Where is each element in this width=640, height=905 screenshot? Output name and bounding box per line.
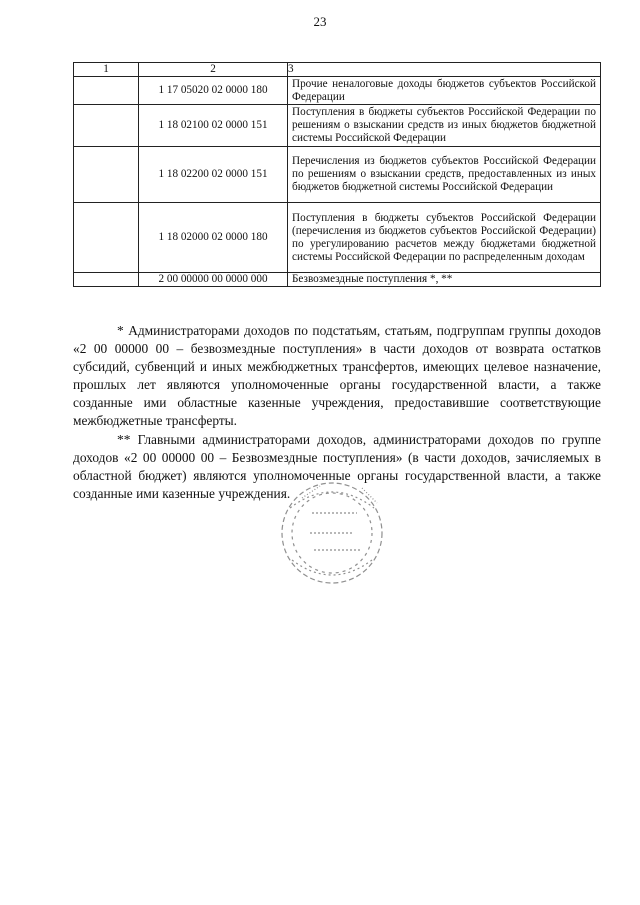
table-row — [74, 147, 601, 203]
revenue-code: 1 18 02000 02 0000 180 — [139, 203, 288, 273]
revenue-description: Перечисления из бюджетов субъектов Российской Федерации по решениям о взыскании средств, предоставленных из иных бюджетов бюджетной системы Российской Федерации — [288, 147, 601, 203]
header-col-1: 1 — [74, 63, 139, 77]
footnote-double-asterisk: ** Главными администраторами доходов, администраторами доходов по группе доходов «2 00 00000 00 – Безвозмездные поступления» (в части доходов, зачисляемых в областной бюджет) являются уполномоченные органы государственной власти, а также созданные ими казенные учреждения. — [73, 431, 601, 501]
revenue-description: Поступления в бюджеты субъектов Российской Федерации по решениям о взыскании средств из иных бюджетов бюджетной системы Российской Федерации — [288, 105, 601, 147]
table-header-row — [74, 63, 601, 77]
revenue-description: Безвозмездные поступления *, ** — [288, 273, 601, 287]
table-row — [74, 105, 601, 147]
row-col-1 — [74, 77, 139, 105]
footnotes — [73, 322, 601, 503]
revenue-code: 2 00 00000 00 0000 000 — [139, 273, 288, 287]
revenue-code: 1 18 02200 02 0000 151 — [139, 147, 288, 203]
row-col-1 — [74, 105, 139, 147]
header-col-2: 2 — [139, 63, 288, 77]
revenue-code: 1 17 05020 02 0000 180 — [139, 77, 288, 105]
row-col-1 — [74, 203, 139, 273]
table-row — [74, 273, 601, 287]
footnote-single-asterisk: * Администраторами доходов по подстатьям, статьям, подгруппам группы доходов «2 00 00000 00 – безвозмездные поступления» в части доходов от возврата остатков субсидий, субвенций и иных межбюджетных трансфертов, имеющих целевое назначение, прошлых лет являются уполномоченные органы государственной власти, а также созданные ими областные казенные учреждения, предоставившие соответствующие межбюджетные трансферты. — [73, 323, 601, 429]
row-col-1 — [74, 273, 139, 287]
revenue-description: Поступления в бюджеты субъектов Российской Федерации (перечисления из бюджетов субъектов Российской Федерации) по урегулированию расчетов между бюджетами бюджетной системы Российской Федерации по распределенным доходам — [288, 203, 601, 273]
header-col-3: 3 — [288, 63, 601, 77]
table-row — [74, 77, 601, 105]
revenue-codes-table — [73, 62, 601, 287]
row-col-1 — [74, 147, 139, 203]
revenue-code: 1 18 02100 02 0000 151 — [139, 105, 288, 147]
revenue-description: Прочие неналоговые доходы бюджетов субъектов Российской Федерации — [288, 77, 601, 105]
table-row — [74, 203, 601, 273]
seal-stamp-icon — [262, 478, 397, 593]
page-number: 23 — [313, 14, 327, 29]
